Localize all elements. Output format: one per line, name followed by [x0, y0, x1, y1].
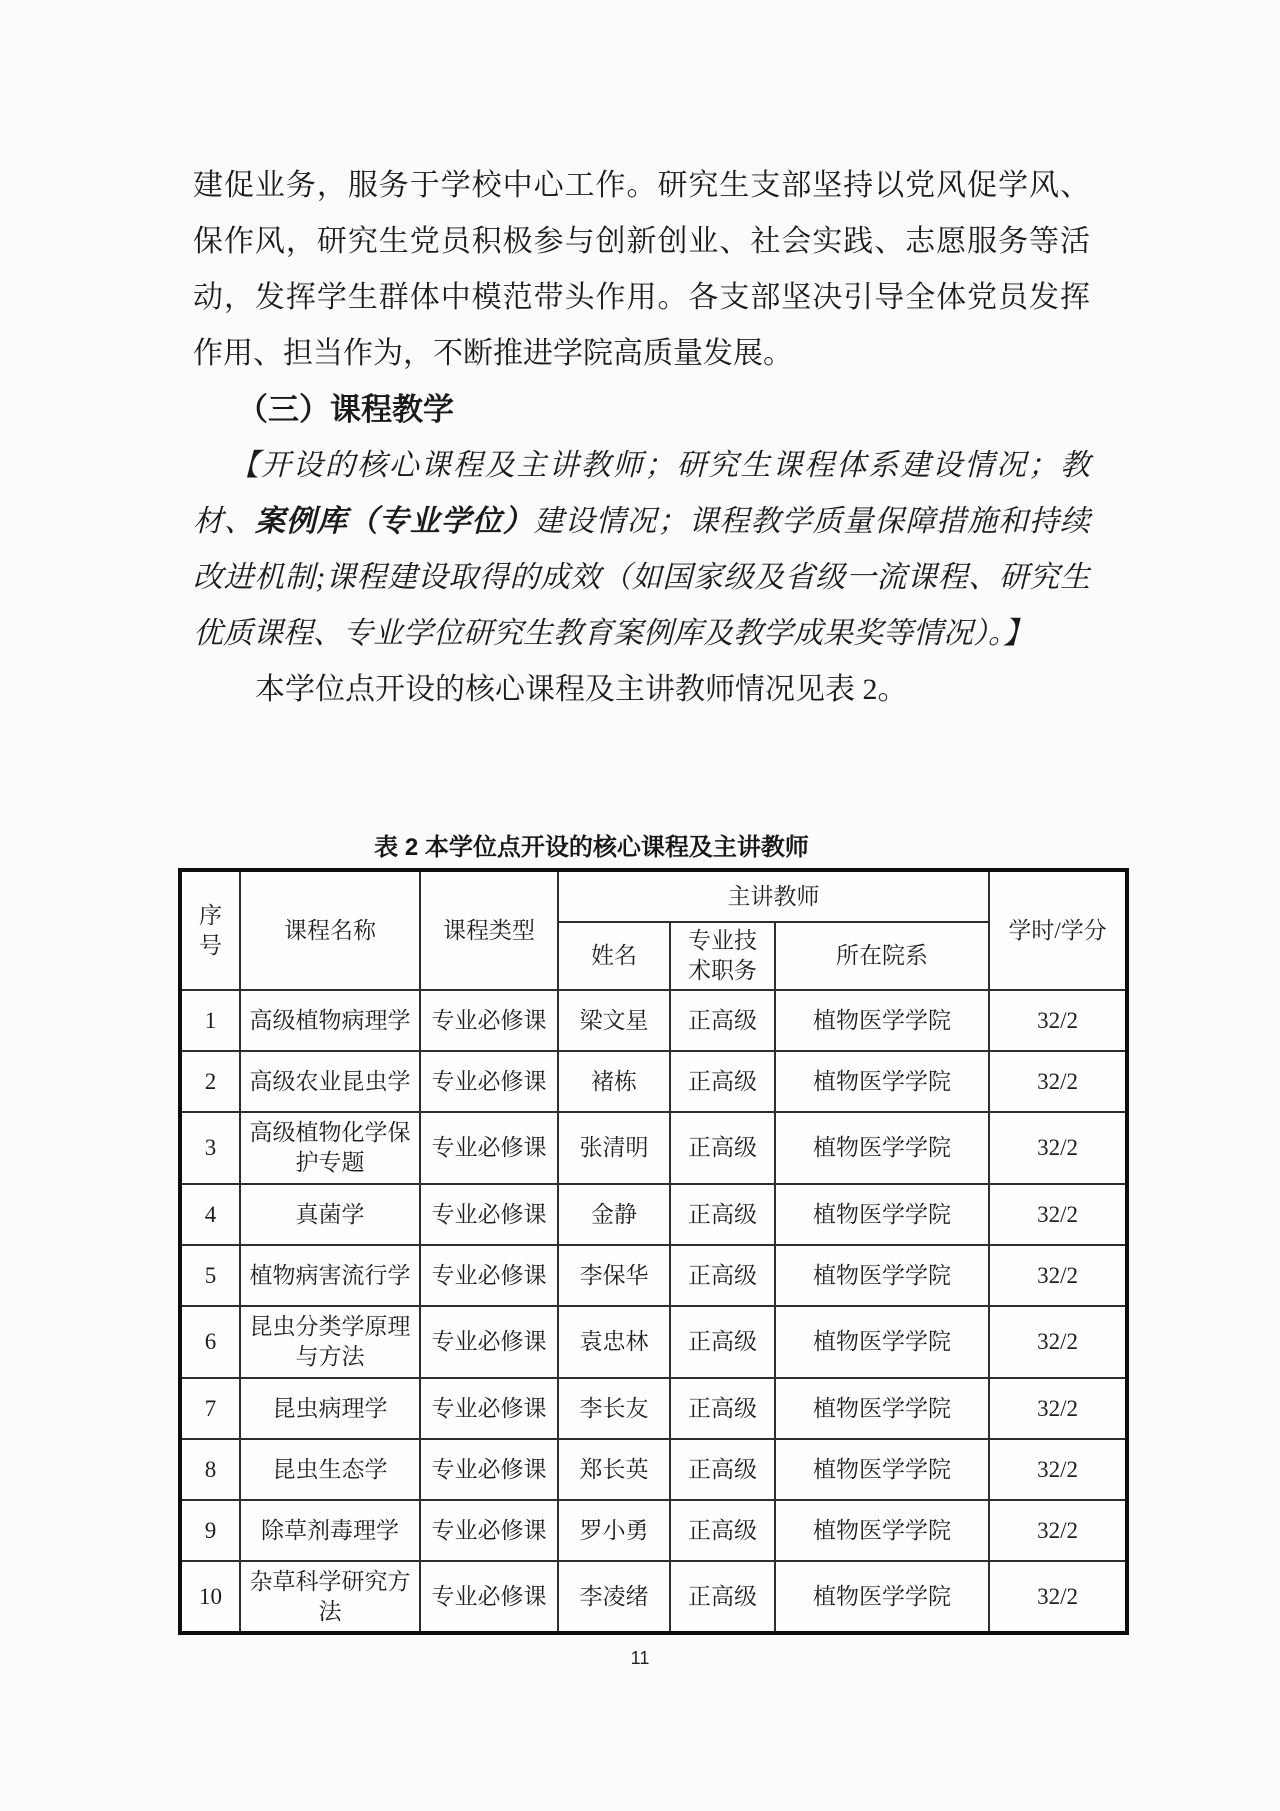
- table-row: [180, 1184, 1127, 1245]
- hours-credits-cell: 32/2: [989, 990, 1127, 1051]
- header-name: 姓名: [558, 922, 670, 990]
- course-type-cell: 专业必修课: [420, 1184, 558, 1245]
- hours-credits-cell: 32/2: [989, 1306, 1127, 1378]
- row-index-cell: 5: [180, 1245, 240, 1306]
- course-name-cell: 高级植物病理学: [240, 990, 420, 1051]
- department-cell: 植物医学学院: [775, 1306, 989, 1378]
- table-row: [180, 1500, 1127, 1561]
- table-row: [180, 990, 1127, 1051]
- course-table-body: [180, 990, 1127, 1633]
- table-header-row-1: [180, 870, 1127, 922]
- row-index-cell: 2: [180, 1051, 240, 1112]
- course-name-cell: 高级植物化学保护专题: [240, 1112, 420, 1184]
- department-cell: 植物医学学院: [775, 1112, 989, 1184]
- header-hours-credits: 学时/学分: [989, 870, 1127, 990]
- teacher-name-cell: 张清明: [558, 1112, 670, 1184]
- course-name-cell: 高级农业昆虫学: [240, 1051, 420, 1112]
- table-row: [180, 1306, 1127, 1378]
- course-name-cell: 昆虫分类学原理与方法: [240, 1306, 420, 1378]
- hours-credits-cell: 32/2: [989, 1112, 1127, 1184]
- course-type-cell: 专业必修课: [420, 1112, 558, 1184]
- tech-title-cell: 正高级: [670, 1500, 775, 1561]
- teacher-name-cell: 李保华: [558, 1245, 670, 1306]
- hours-credits-cell: 32/2: [989, 1439, 1127, 1500]
- table-title: 表 2 本学位点开设的核心课程及主讲教师: [374, 834, 809, 861]
- bracket-note-before-bold: 【开设的核心课程及主讲教师；研究生课程体系建设情况；教材、: [193, 449, 1090, 538]
- body-text: [193, 158, 1090, 718]
- teacher-name-cell: 李凌绪: [558, 1561, 670, 1633]
- header-index: 序号: [180, 870, 240, 990]
- tech-title-cell: 正高级: [670, 1245, 775, 1306]
- table-lead-in: 本学位点开设的核心课程及主讲教师情况见表 2。: [255, 673, 908, 706]
- department-cell: 植物医学学院: [775, 1184, 989, 1245]
- department-cell: 植物医学学院: [775, 1439, 989, 1500]
- teacher-name-cell: 李长友: [558, 1378, 670, 1439]
- tech-title-cell: 正高级: [670, 1439, 775, 1500]
- department-cell: 植物医学学院: [775, 1561, 989, 1633]
- row-index-cell: 9: [180, 1500, 240, 1561]
- table-row: [180, 1378, 1127, 1439]
- teacher-name-cell: 罗小勇: [558, 1500, 670, 1561]
- tech-title-cell: 正高级: [670, 990, 775, 1051]
- tech-title-cell: 正高级: [670, 1112, 775, 1184]
- hours-credits-cell: 32/2: [989, 1378, 1127, 1439]
- hours-credits-cell: 32/2: [989, 1184, 1127, 1245]
- course-type-cell: 专业必修课: [420, 1306, 558, 1378]
- course-type-cell: 专业必修课: [420, 990, 558, 1051]
- table-row: [180, 1051, 1127, 1112]
- department-cell: 植物医学学院: [775, 1245, 989, 1306]
- tech-title-cell: 正高级: [670, 1306, 775, 1378]
- course-type-cell: 专业必修课: [420, 1245, 558, 1306]
- teacher-name-cell: 褚栋: [558, 1051, 670, 1112]
- row-index-cell: 8: [180, 1439, 240, 1500]
- hours-credits-cell: 32/2: [989, 1245, 1127, 1306]
- tech-title-cell: 正高级: [670, 1561, 775, 1633]
- hours-credits-cell: 32/2: [989, 1051, 1127, 1112]
- course-type-cell: 专业必修课: [420, 1051, 558, 1112]
- teacher-name-cell: 郑长英: [558, 1439, 670, 1500]
- course-name-cell: 杂草科学研究方法: [240, 1561, 420, 1633]
- core-courses-table: [178, 868, 1129, 1635]
- page-number: 11: [630, 1648, 650, 1668]
- teacher-name-cell: 金静: [558, 1184, 670, 1245]
- section-heading: （三）课程教学: [237, 392, 454, 427]
- table-row: [180, 1112, 1127, 1184]
- department-cell: 植物医学学院: [775, 1051, 989, 1112]
- header-department: 所在院系: [775, 922, 989, 990]
- department-cell: 植物医学学院: [775, 1378, 989, 1439]
- row-index-cell: 4: [180, 1184, 240, 1245]
- row-index-cell: 1: [180, 990, 240, 1051]
- course-type-cell: 专业必修课: [420, 1439, 558, 1500]
- hours-credits-cell: 32/2: [989, 1561, 1127, 1633]
- course-type-cell: 专业必修课: [420, 1561, 558, 1633]
- tech-title-cell: 正高级: [670, 1051, 775, 1112]
- course-name-cell: 真菌学: [240, 1184, 420, 1245]
- table-row: [180, 1561, 1127, 1633]
- paragraph-continuation: 建促业务，服务于学校中心工作。研究生支部坚持以党风促学风、保作风，研究生党员积极参与创新创业、社会实践、志愿服务等活动，发挥学生群体中模范带头作用。各支部坚决引导全体党员发挥作用、担当作为，不断推进学院高质量发展。: [193, 169, 1090, 370]
- row-index-cell: 7: [180, 1378, 240, 1439]
- department-cell: 植物医学学院: [775, 1500, 989, 1561]
- bracket-note-bold: 案例库（专业学位）: [254, 505, 534, 538]
- bracket-note: [193, 438, 1090, 662]
- course-type-cell: 专业必修课: [420, 1378, 558, 1439]
- teacher-name-cell: 袁忠林: [558, 1306, 670, 1378]
- header-lecturer-group: 主讲教师: [558, 870, 989, 922]
- tech-title-cell: 正高级: [670, 1378, 775, 1439]
- table-row: [180, 1245, 1127, 1306]
- course-name-cell: 除草剂毒理学: [240, 1500, 420, 1561]
- course-name-cell: 植物病害流行学: [240, 1245, 420, 1306]
- course-name-cell: 昆虫生态学: [240, 1439, 420, 1500]
- course-type-cell: 专业必修课: [420, 1500, 558, 1561]
- course-name-cell: 昆虫病理学: [240, 1378, 420, 1439]
- hours-credits-cell: 32/2: [989, 1500, 1127, 1561]
- header-course-type: 课程类型: [420, 870, 558, 990]
- row-index-cell: 6: [180, 1306, 240, 1378]
- header-tech-title: 专业技术职务: [670, 922, 775, 990]
- row-index-cell: 10: [180, 1561, 240, 1633]
- table-row: [180, 1439, 1127, 1500]
- header-course-name: 课程名称: [240, 870, 420, 990]
- bracket-note-after-bold: 建设情况；课程教学质量保障措施和持续改进机制;课程建设取得的成效（如国家级及省级一流课程、研究生优质课程、专业学位研究生教育案例库及教学成果奖等情况）。】: [193, 505, 1091, 650]
- row-index-cell: 3: [180, 1112, 240, 1184]
- teacher-name-cell: 梁文星: [558, 990, 670, 1051]
- tech-title-cell: 正高级: [670, 1184, 775, 1245]
- department-cell: 植物医学学院: [775, 990, 989, 1051]
